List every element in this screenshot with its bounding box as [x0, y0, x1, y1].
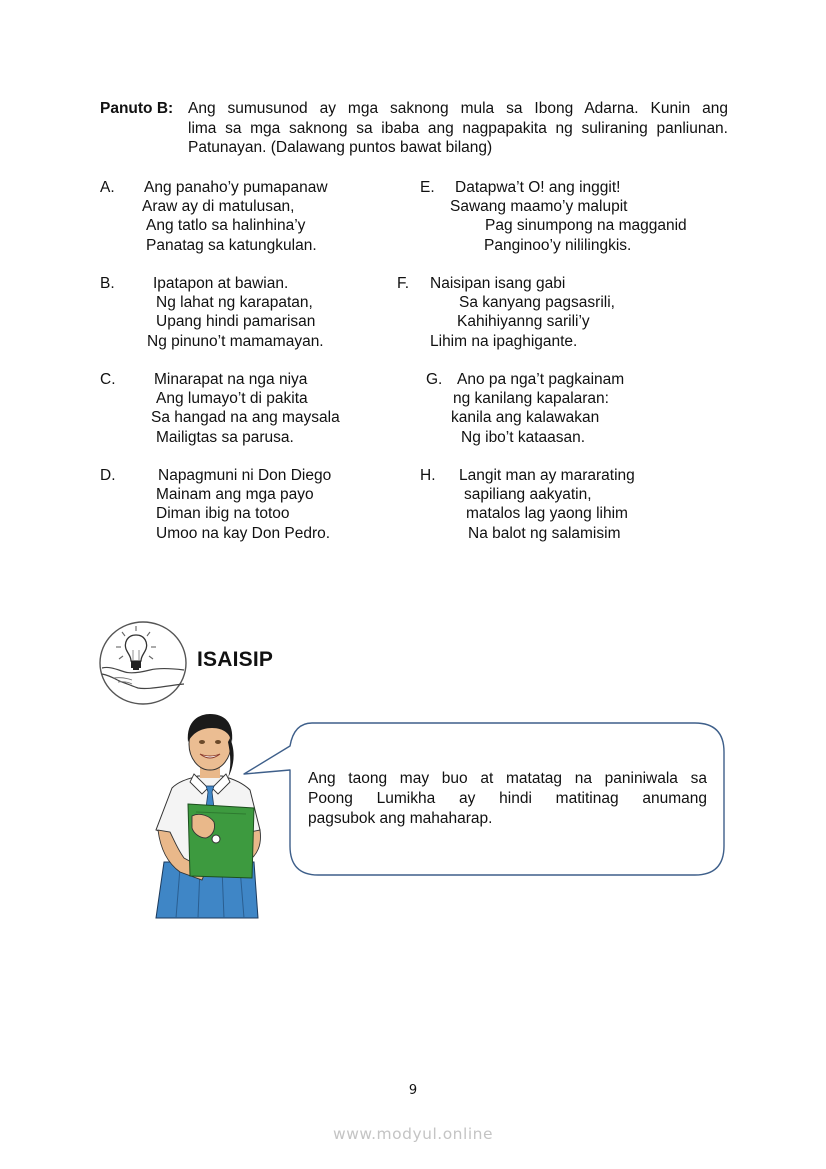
stanza-letter: F. [397, 275, 410, 292]
stanza-line: matalos lag yaong lihim [466, 505, 628, 523]
stanza-line: Mainam ang mga payo [156, 486, 314, 504]
watermark: www.modyul.online [333, 1125, 493, 1143]
stanza-line: Minarapat na nga niya [154, 371, 308, 388]
stanza-line: Ng pinuno’t mamamayan. [147, 332, 324, 350]
stanza-line: Naisipan isang gabi [430, 275, 566, 292]
instructions-label: Panuto B: [100, 100, 174, 117]
stanza-line: Langit man ay mararating [459, 467, 635, 484]
stanza-b [100, 274, 400, 354]
stanza-letter: H. [420, 467, 436, 484]
stanza-line: Ng ibo’t kataasan. [461, 428, 586, 446]
stanza-line: Ipatapon at bawian. [153, 275, 289, 292]
stanza-line: Ang tatlo sa halinhina’y [146, 217, 306, 235]
bubble-line: Poong Lumikha ay hindi matitinag anumang [308, 790, 707, 807]
stanza-line: Araw ay di matulusan, [142, 198, 295, 216]
lightbulb-in-hand-icon [98, 620, 188, 706]
stanza-line: Ang lumayo’t di pakita [156, 390, 308, 408]
stanza-d [100, 466, 400, 546]
stanza-line: Sa hangad na ang maysala [151, 409, 340, 427]
stanza-g [426, 370, 726, 450]
bubble-line: Ang taong may buo at matatag na paniniwala sa [308, 770, 707, 787]
stanza-c [100, 370, 400, 450]
instructions-line: Patunayan. (Dalawang puntos bawat bilang) [188, 139, 493, 156]
stanza-letter: E. [420, 179, 435, 196]
stanza-letter: A. [100, 179, 115, 196]
stanza-letter: D. [100, 467, 116, 484]
stanza-line: Na balot ng salamisim [468, 524, 621, 542]
stanza-line: Panginoo’y nililingkis. [484, 236, 632, 254]
stanza-letter: C. [100, 371, 116, 388]
stanza-line: ng kanilang kapalaran: [453, 390, 609, 408]
instructions-line: lima sa mga saknong sa ibaba ang nagpapakita ng suliraning panliunan. [188, 119, 728, 137]
stanza-line: Ano pa nga’t pagkainam [457, 371, 625, 388]
instructions-body [188, 99, 728, 158]
stanza-line: Napagmuni ni Don Diego [158, 467, 332, 484]
stanza-e [420, 178, 720, 258]
student-illustration [150, 712, 270, 920]
stanza-line: Mailigtas sa parusa. [156, 428, 294, 446]
stanza-line: Ng lahat ng karapatan, [156, 294, 313, 312]
stanza-line: Lihim na ipaghigante. [430, 332, 578, 350]
stanza-f [397, 274, 697, 354]
stanza-line: Umoo na kay Don Pedro. [156, 524, 331, 542]
stanza-h [420, 466, 720, 546]
stanza-line: Ang panaho’y pumapanaw [144, 179, 328, 196]
stanza-letter: G. [426, 371, 443, 388]
page-number: 9 [408, 1083, 418, 1098]
stanza-line: Pag sinumpong na magganid [485, 217, 687, 235]
stanza-line: Sa kanyang pagsasrili, [459, 294, 615, 312]
bubble-line: pagsubok ang mahaharap. [308, 810, 493, 827]
speech-bubble-text [308, 769, 707, 829]
stanza-line: kanila ang kalawakan [451, 409, 600, 427]
instructions-line: Ang sumusunod ay mga saknong mula sa Ibong Adarna. Kunin ang [188, 100, 728, 117]
stanza-line: Kahihiyanng sarili’y [457, 313, 590, 331]
stanza-line: sapiliang aakyatin, [464, 486, 592, 504]
stanza-line: Datapwa’t O! ang inggit! [455, 179, 621, 196]
stanza-line: Diman ibig na totoo [156, 505, 290, 523]
stanza-a [100, 178, 400, 258]
stanza-line: Panatag sa katungkulan. [146, 236, 317, 254]
section-title: ISAISIP [197, 648, 274, 671]
stanza-letter: B. [100, 275, 115, 292]
stanza-line: Upang hindi pamarisan [156, 313, 316, 331]
stanza-line: Sawang maamo’y malupit [450, 198, 628, 216]
